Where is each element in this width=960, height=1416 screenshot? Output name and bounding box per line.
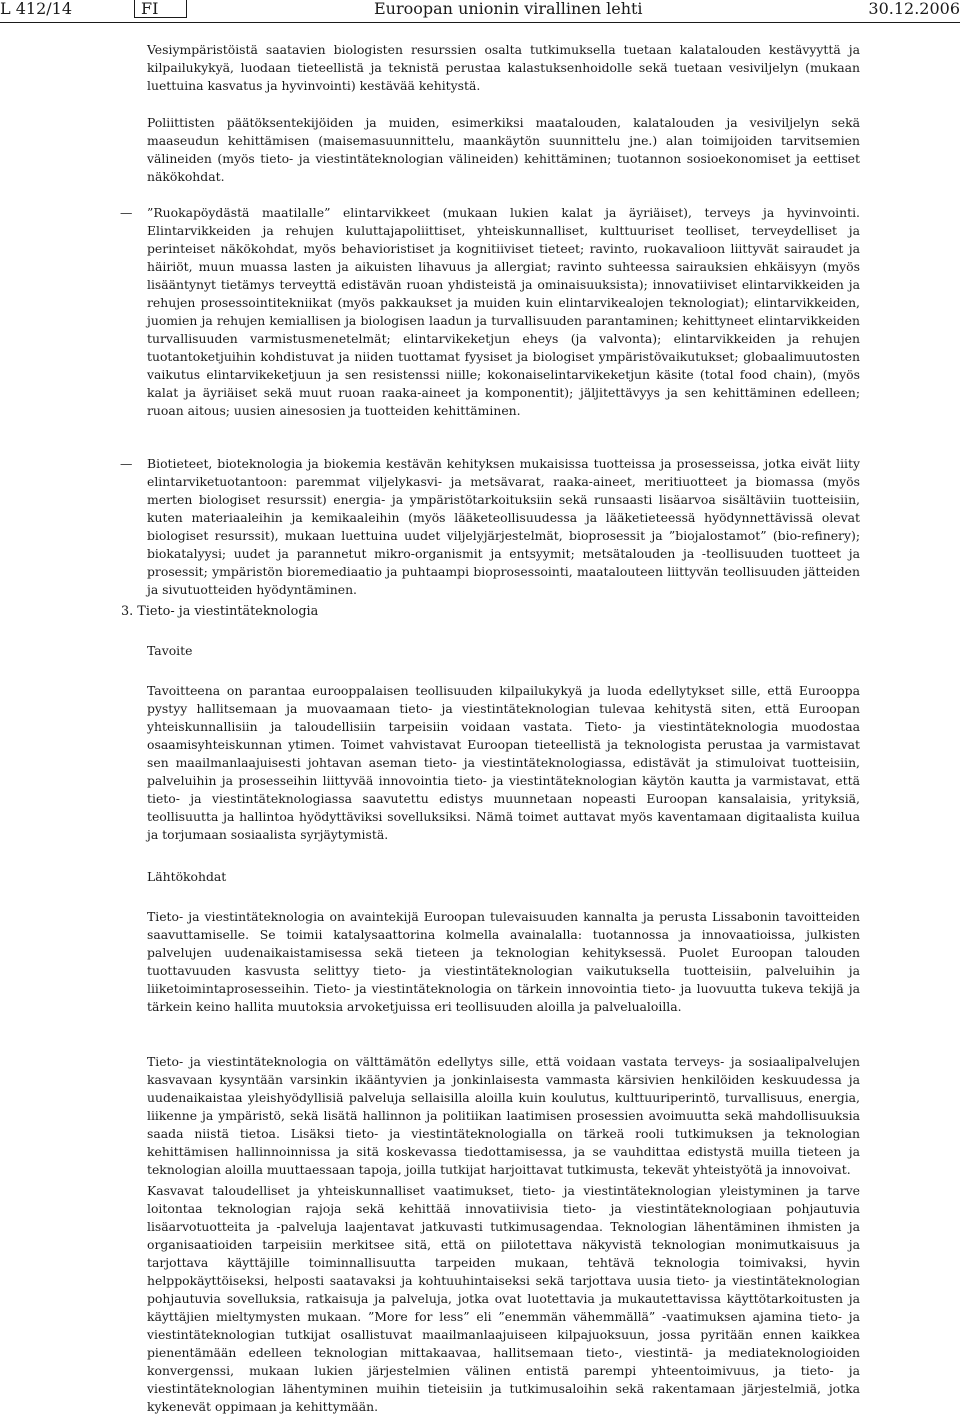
paragraph-objective: Tavoitteena on parantaa eurooppalaisen teollisuuden kilpailukykyä ja luoda edellytykset sille, että Eurooppa pystyy hallitsemaan ja muovaamaan tieto- ja viestintäteknologian tulevaa kehitystä siten, että Euroopan yhteiskunnallisiin ja taloudellisiin tarpeisiin voidaan vastata. Tieto- ja viestintäteknologia muodostaa osaamisyhteiskunnan ytimen. Toimet vahvistavat Euroopan tieteellistä ja teknologista perustaa ja varmistavat sen maailmanlaajuisesti johtavan aseman tieto- ja viestintäteknologiassa, edistävät ja stimuloivat tuotteisiin, palveluihin ja prosesseihin liittyvää innovointia tieto- ja viestintäteknologian käytön kautta ja varmistavat, että tieto- ja viestintäteknologiassa saavutettu edistys muunnetaan nopeasti Euroopan kansalaisia, yrityksiä, teollisuutta ja hallintoa hyödyttäviksi sovelluksiksi. Nämä toimet auttavat myös kaventamaan digitaalista kuilua ja torjumaan sosiaalista syrjäytymistä. <box>147 683 860 842</box>
header-rule <box>0 22 960 23</box>
page-reference: L 412/14 <box>0 0 72 18</box>
subheading-rationale: Lähtökohdat <box>147 869 227 884</box>
bullet-dash: — <box>120 456 133 471</box>
paragraph-rationale-2: Tieto- ja viestintäteknologia on välttämätön edellytys sille, että voidaan vastata terveys- ja sosiaalipalvelujen kasvavaan kysyntään varsinkin ikääntyvien ja jonkinlaisesta vammasta kärsivien henkilöiden keskuudessa ja uudenaikaistaa yleishyödyllisiä palveluja sellaisilla aloilla kuin koulutus, kulttuuriperintö, turvallisuus, energia, liikenne ja ympäristö, sekä lisätä hallinnon ja politiikan laatimisen prosessien avoimuutta sekä mahdollisuuksia saada niistä tietoa. Lisäksi tieto- ja viestintäteknologialla on tärkeä rooli tutkimuksen ja teknologian kehittämisen hallinnoinnissa ja sitä koskevassa tiedottamisessa, ja se vauhdittaa edistystä muilla tieteen ja teknologian aloilla muuttaessaan tapoja, joilla tutkijat harjoittavat tutkimusta, tekevät yhteistyötä ja innovoivat. <box>147 1054 860 1177</box>
subheading-objective: Tavoite <box>147 643 193 658</box>
paragraph-policy-tools: Poliittisten päätöksentekijöiden ja muiden, esimerkiksi maatalouden, kalatalouden ja vesiviljelyn sekä maaseudun kehittämisen (maisemasuunnittelu, maankäytön suunnittelu jne.) alan toimijoiden tarvitsemien välineiden (myös tieto- ja viestintäteknologian välineiden) kehittäminen; tuotannon sosioekonomiset ja eettiset näkökohdat. <box>147 115 860 184</box>
paragraph-rationale-3: Kasvavat taloudelliset ja yhteiskunnalliset vaatimukset, tieto- ja viestintäteknologian yleistyminen ja tarve loitontaa teknologian rajoja sekä kehittää innovatiivisia tieto- ja viestintäteknologiaan pohjautuvia lisäarvotuotteita ja -palveluja laajentavat jatkuvasti tutkimusagendaa. Teknologian lähentäminen ihmisten ja organisaatioiden tarpeisiin merkitsee sitä, että on piilotettava näkyvistä teknologian monimutkaisuus ja tarjottava käyttäjille toiminnallisuutta tarpeiden mukaan, tehtävä teknologia toimivaksi, hyvin helppokäyttöiseksi, helposti saatavaksi ja kohtuuhintaiseksi sekä tarjottava uusia tieto- ja viestintäteknologian pohjautuvia sovelluksia, ratkaisuja ja palveluja, jotka ovat luotettavia ja mukautettavissa käyttötarkoitusten ja käyttäjien mieltymysten mukaan. ”More for less” eli ”enemmän vähemmällä” -vaatimuksen ajamina tieto- ja viestintäteknologian tutkijat osallistuvat maailmanlaajuiseen kilpajuoksuun, jossa pyritään ennen kaikkea pienentämään edelleen teknologian mittakaavaa, hallitsemaan tieto-, viestintä- ja mediateknologioiden konvergenssi, mukaan lukien järjestelmien välinen entistä parempi yhteentoimivuus, ja tieto- ja viestintäteknologian lähentyminen muihin tieteisiin ja tutkimusaloihin sekä rakentamaan järjestelmiä, jotka kykenevät oppimaan ja kehittymään. <box>147 1183 860 1414</box>
section-title: Tieto- ja viestintäteknologia <box>137 604 319 619</box>
page-header <box>0 0 960 18</box>
bullet-dash: — <box>120 205 133 220</box>
bullet-fork-to-farm: ”Ruokapöydästä maatilalle” elintarvikkeet (mukaan lukien kalat ja äyriäiset), terveys ja hyvinvointi. Elintarvikkeiden ja rehujen kuluttajapoliittiset, yhteiskunnalliset, kulttuuriset teolliset, terveydelliset ja perinteiset näkökohdat, myös behavioristiset ja kognitiiviset tieteet; ravinto, ruokavalioon liittyvät sairaudet ja häiriöt, muun muassa lasten ja aikuisten lihavuus ja allergiat; ravinto suhteessa sairauksien ehkäisyyn (myös lisääntynyt tietämys terveyttä edistävän ruoan yhdisteistä ja ominaisuuksista); innovatiiviset elintarvikkeiden ja rehujen prosessointitekniikat (myös pakkaukset ja muiden kuin elintarvikealojen teknologiat); elintarvikkeiden, juomien ja rehujen kemiallisen ja biologisen laadun ja turvallisuuden parantaminen; kehittyneet elintarvikkeiden turvallisuuden varmistusmenetelmät; elintarvikeketjun eheys (ja valvonta); elintarvikkeiden ja rehujen tuotantoketjuihin kohdistuvat ja niiden tuottamat fyysiset ja biologiset ympäristövaikutukset; globaalimuutosten vaikutus elintarvikeketjuun ja sen resistenssi niille; kokonaiselintarvikeketjun käsite (total food chain), (myös kalat ja äyriäiset sekä muut ruoan raaka-aineet ja komponentit); jäljitettävyys ja sen kehittäminen edelleen; ruoan aitous; uusien ainesosien ja tuotteiden kehittäminen. <box>147 205 860 418</box>
publication-date: 30.12.2006 <box>868 0 960 18</box>
section-heading <box>121 603 318 621</box>
language-code-box: FI <box>134 0 187 18</box>
journal-title: Euroopan unionin virallinen lehti <box>374 0 643 18</box>
paragraph-rationale-1: Tieto- ja viestintäteknologia on avaintekijä Euroopan tulevaisuuden kannalta ja perusta Lissabonin tavoitteiden saavuttamiselle. Se toimii katalysaattorina kolmella avainalalla: tuotannossa ja innovaatioissa, julkisten palvelujen uudenaikaistamisessa sekä tieteen ja teknologian kehityksessä. Puolet Euroopan talouden tuottavuuden kasvusta selittyy tieto- ja viestintäteknologian vaikutuksella tuotteisiin, palveluihin ja liiketoimintaprosesseihin. Tieto- ja viestintäteknologia on tärkein innovointia tieto- ja luovuutta tukeva tekijä ja tärkein keino hallita muutoksia arvoketjuissa eri teollisuuden aloilla ja palvelualoilla. <box>147 909 860 1014</box>
bullet-life-sciences: Biotieteet, bioteknologia ja biokemia kestävän kehityksen mukaisissa tuotteissa ja prosesseissa, jotka eivät liity elintarviketuotantoon: paremmat viljelykasvi- ja metsävarat, raaka-aineet, meritiuotteet ja biomassa (myös merten biologiset resurssit) energia- ja ympäristötarkoituksiin sekä runsaasti lisäarvoa sisältäviin tuotteisiin, kuten materiaaleihin ja kemikaaleihin (myös lääketeollisuudessa ja lääketieteessä hyödynnettävissä olevat biologiset resurssit), mukaan luettuina uudet viljelyjärjestelmät, bioprosessit ja ”biojalostamot” (bio-refinery); biokatalyysi; uudet ja parannetut mikro-organismit ja entsyymit; metsätalouden ja -teollisuuden tuotteet ja prosessit; ympäristön bioremediaatio ja puhtaampi bioprosessointi, maatalouteen liittyvän teollisuuden jätteiden ja sivutuotteiden hyödyntäminen. <box>147 456 860 597</box>
section-number: 3. <box>121 604 134 619</box>
paragraph-aquatic-resources: Vesiympäristöistä saatavien biologisten resurssien osalta tutkimuksella tuetaan kalatalouden kestävyyttä ja kilpailukykyä, luodaan tieteellistä ja teknistä perustaa kalastuksenhoidolle sekä tuetaan vesiviljelyn (mukaan luettuina kasvatus ja hyvinvointi) kestävää kehitystä. <box>147 42 860 93</box>
